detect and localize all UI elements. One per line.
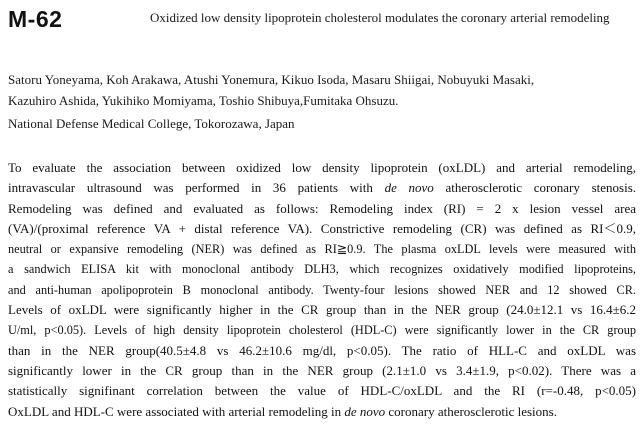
abstract-code: M-62 bbox=[8, 6, 63, 32]
italic-term: de novo bbox=[344, 403, 386, 419]
abstract-title: Oxidized low density lipoprotein cholesterol modulates the coronary arterial remodeling bbox=[150, 10, 610, 25]
body-line: neutral or expansive remodeling (NER) was defined as RI≧0.9. The plasma oxLDL levels were measured with bbox=[8, 242, 636, 257]
abstract-body bbox=[8, 158, 636, 422]
body-line: statistically signifinant correlation between the value of HDL-C/oxLDL and the RI (r=-0.48, p<0.05) bbox=[8, 383, 636, 399]
body-line: a sandwich ELISA kit with monoclonal antibody DLH3, which recognizes oxidatively modified lipoproteins, bbox=[8, 262, 636, 277]
italic-term: de novo bbox=[384, 180, 434, 196]
body-line: and anti-human apolipoprotein B monoclonal antibody. Twenty-four lesions showed NER and 12 showed CR. bbox=[8, 282, 636, 297]
body-line: To evaluate the association between oxidized low density lipoprotein (oxLDL) and arterial remodeling, bbox=[8, 160, 636, 175]
authors-line: Satoru Yoneyama, Koh Arakawa, Atushi Yonemura, Kikuo Isoda, Masaru Shiigai, Nobuyuki Masaki, bbox=[8, 72, 535, 87]
body-line: Levels of oxLDL were significantly higher in the CR group than in the NER group (24.0±12.1 vs 16.4±6.2 bbox=[8, 302, 636, 318]
authors-line: Kazuhiro Ashida, Yukihiko Momiyama, Toshio Shibuya,Fumitaka Ohsuzu. bbox=[8, 93, 399, 108]
affiliation: National Defense Medical College, Tokorozawa, Japan bbox=[8, 116, 295, 131]
body-line: Remodeling was defined and evaluated as follows: Remodeling index (RI) = 2 x lesion vessel area bbox=[8, 200, 636, 216]
body-line: OxLDL and HDL-C were associated with arterial remodeling in de novo coronary atherosclerotic lesions. bbox=[8, 403, 557, 419]
body-line: U/ml, p<0.05). Levels of high density lipoprotein cholesterol (HDL-C) were significantly lower in the CR group bbox=[8, 323, 636, 338]
body-line: (VA)/(proximal reference VA + distal reference VA). Constrictive remodeling (CR) was defined as RI＜0.9, bbox=[8, 220, 636, 236]
body-line: significantly lower in the CR group than in the NER group (2.1±1.0 vs 3.4±1.9, p<0.02). There was a bbox=[8, 362, 636, 378]
author-list bbox=[8, 69, 633, 111]
body-line: than in the NER group(40.5±4.8 vs 46.2±10.6 mg/dl, p<0.05). The ratio of HLL-C and oxLDL was bbox=[8, 342, 636, 358]
body-line: intravascular ultrasound was performed in 36 patients with de novo atherosclerotic coronary stenosis. bbox=[8, 180, 637, 196]
